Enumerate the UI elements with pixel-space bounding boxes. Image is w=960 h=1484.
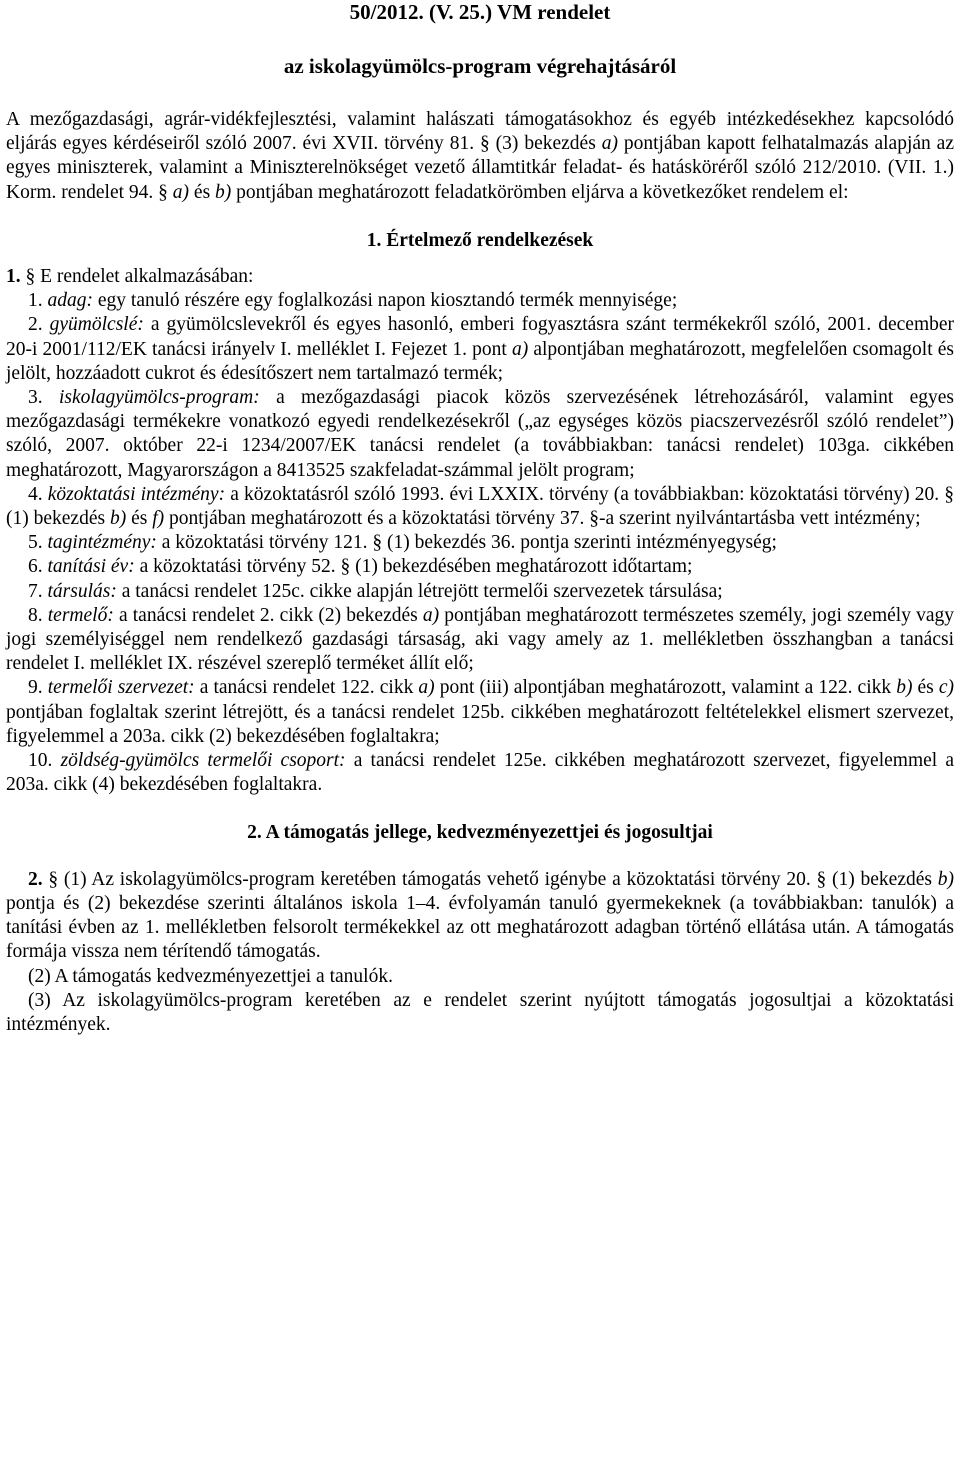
- section-2-heading: 2. A támogatás jellege, kedvezményezettjei és jogosultjai: [247, 822, 713, 844]
- item-subterm: b): [109, 508, 127, 530]
- item-number: 4.: [28, 483, 48, 505]
- item-subterm: b): [896, 677, 913, 699]
- preamble-term-a2: a): [172, 181, 190, 203]
- definition-item-1: [6, 289, 954, 313]
- definition-item-6: [6, 555, 954, 579]
- section-1-lead: [6, 265, 954, 289]
- item-text: pontjában meghatározott természetes személy, jogi személy vagy jogi személyiséggel nem rendelkező gazdasági társaság, aki vagy amely az 1. mellékletben összhangban a tanácsi rendelet I. melléklet IX. részével szereplő terméket állít elő;: [6, 604, 955, 675]
- paragraph-number: 1.: [6, 266, 21, 288]
- definition-item-10: [6, 749, 954, 797]
- item-term: termelő:: [47, 604, 114, 626]
- section-2-paragraph-3: (3) Az iskolagyümölcs-program keretében az e rendelet szerint nyújtott támogatás jogosultjai a közoktatási intézmények.: [6, 989, 954, 1035]
- item-text: egy tanuló részére egy foglalkozási napon kiosztandó termék mennyisége;: [93, 290, 678, 312]
- item-term: iskolagyümölcs-program:: [58, 387, 260, 409]
- item-text: alpontjában meghatározott, megfelelően csomagolt és jelölt, hozzáadott cukrot és édesítőszert nem tartalmazó termék;: [6, 338, 954, 384]
- item-text: a mezőgazdasági piacok közös szervezésének létrehozásáról, valamint egyes mezőgazdasági termékekre vonatkozó egyedi rendelkezésekről („az egységes közös piacszervezésről szóló rendelet”) szóló, 2007. október 22-i 1234/2007/EK tanácsi rendelet (a továbbiakban: tanácsi rendelet) 103ga. cikkében meghatározott, Magyarországon a 8413525 szakfeladat-számmal jelölt program;: [6, 387, 954, 481]
- item-text: a közoktatásról szóló 1993. évi LXXIX. törvény (a továbbiakban: közoktatási törvény) 20. § (1) bekezdés: [6, 483, 954, 530]
- item-text: pont (iii) alpontjában meghatározott, valamint a 122. cikk: [434, 677, 897, 699]
- item-subterm: a): [511, 338, 529, 360]
- item-term: társulás:: [47, 580, 117, 602]
- item-text: a tanácsi rendelet 122. cikk: [194, 677, 419, 699]
- preamble: [6, 108, 954, 205]
- document-title: 50/2012. (V. 25.) VM rendelet: [349, 0, 611, 24]
- item-text: pontjában foglaltak szerint létrejött, és a tanácsi rendelet 125b. cikkében meghatározott feltételekkel elismert szervezet, figyelemmel a 203a. cikk (2) bekezdésében foglaltakra;: [6, 701, 954, 747]
- preamble-text-3: pontjában meghatározott feladatkörömben eljárva a következőket rendelem el:: [231, 181, 849, 203]
- item-number: 5.: [28, 532, 48, 554]
- item-subterm: a): [422, 604, 440, 626]
- definition-item-5: [6, 531, 954, 555]
- item-text: a tanácsi rendelet 125e. cikkében meghatározott szervezet, figyelemmel a 203a. cikk (4) bekezdésében foglaltakra.: [6, 750, 955, 796]
- item-text: a közoktatási törvény 121. § (1) bekezdés 36. pontja szerinti intézményegység;: [156, 532, 777, 554]
- item-text: a közoktatási törvény 52. § (1) bekezdésében meghatározott időtartam;: [134, 556, 693, 578]
- section-1-lead-text: § E rendelet alkalmazásában:: [20, 266, 254, 288]
- item-text: és: [912, 677, 939, 699]
- item-text: a gyümölcslevekről és egyes hasonló, emberi fogyasztásra szánt termékekről szóló, 2001. december 20-i 2001/112/EK tanácsi irányelv I. melléklet I. Fejezet 1. pont: [6, 314, 955, 360]
- item-number: 10.: [28, 750, 61, 772]
- paragraph-subterm: b): [937, 868, 954, 890]
- item-number: 3.: [28, 387, 59, 409]
- item-term: tagintézmény:: [47, 532, 157, 554]
- definition-item-9: [6, 676, 954, 749]
- item-subterm: f): [152, 508, 165, 530]
- item-text: a tanácsi rendelet 125c. cikke alapján létrejött termelői szervezetek társulása;: [116, 580, 723, 602]
- item-text: pontjában meghatározott és a közoktatási törvény 37. §-a szerint nyilvántartásba vett intézmény;: [164, 508, 921, 530]
- item-subterm: a): [418, 677, 435, 699]
- item-term: gyümölcslé:: [49, 314, 144, 336]
- item-subterm: c): [938, 677, 955, 699]
- item-text: a tanácsi rendelet 2. cikk (2) bekezdés: [113, 604, 423, 626]
- preamble-term-b: b): [215, 181, 232, 203]
- item-term: termelői szervezet:: [47, 677, 195, 699]
- section-1-heading: 1. Értelmező rendelkezések: [366, 229, 594, 251]
- item-number: 2.: [28, 314, 50, 336]
- item-number: 9.: [28, 677, 48, 699]
- definition-item-4: [6, 483, 954, 531]
- section-2-paragraph-2: (2) A támogatás kedvezményezettjei a tanulók.: [28, 965, 393, 987]
- paragraph-number: 2.: [28, 868, 43, 890]
- definition-item-3: [6, 386, 954, 483]
- item-term: közoktatási intézmény:: [47, 483, 226, 505]
- item-term: zöldség-gyümölcs termelői csoport:: [60, 750, 346, 772]
- item-term: adag:: [47, 290, 93, 312]
- item-number: 8.: [28, 604, 48, 626]
- item-number: 6.: [28, 556, 48, 578]
- definition-item-2: [6, 313, 954, 386]
- preamble-and: és: [189, 181, 216, 203]
- paragraph-text: pontja és (2) bekezdése szerinti általános iskola 1–4. évfolyamán tanuló gyermekeknek (a továbbiakban: tanulók) a tanítási évben az 1. mellékletben felsorolt termékekkel az ott meghatározott adagban történő ellátása után. A támogatás formája vissza nem térítendő támogatás.: [6, 892, 954, 963]
- item-text: és: [126, 508, 153, 530]
- document-subtitle: az iskolagyümölcs-program végrehajtásáról: [283, 54, 677, 78]
- item-number: 7.: [28, 580, 48, 602]
- item-number: 1.: [28, 290, 48, 312]
- paragraph-text: § (1) Az iskolagyümölcs-program keretében támogatás vehető igénybe a közoktatási törvény 20. § (1) bekezdés: [42, 868, 938, 890]
- preamble-text-2: pontjában kapott felhatalmazás alapján az egyes miniszterek, valamint a Miniszterelnökséget vezető államtitkár feladat- és hatásköréről szóló 212/2010. (VII. 1.) Korm. rendelet 94. §: [6, 133, 954, 203]
- preamble-text-1: A mezőgazdasági, agrár-vidékfejlesztési, valamint halászati támogatásokhoz és egyéb intézkedésekhez kapcsolódó eljárás egyes kérdéseiről szóló 2007. évi XVII. törvény 81. § (3) bekezdés: [6, 109, 954, 155]
- item-term: tanítási év:: [47, 556, 135, 578]
- section-2-paragraph-1: [6, 868, 954, 965]
- definition-item-8: [6, 604, 954, 677]
- preamble-term-a: a): [601, 133, 618, 155]
- definition-item-7: [6, 580, 954, 604]
